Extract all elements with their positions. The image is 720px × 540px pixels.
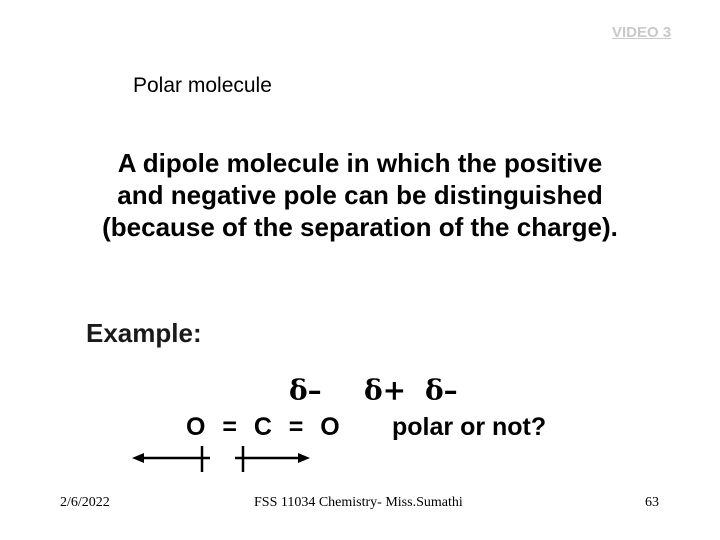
dipole-arrow-left-head <box>132 453 144 463</box>
slide-title: Polar molecule <box>133 74 272 97</box>
page-number: 63 <box>645 495 659 510</box>
footer-course: FSS 11034 Chemistry- Miss.Sumathi <box>254 495 463 510</box>
partial-charge-carbon: δ+ <box>364 374 407 407</box>
definition-line: A dipole molecule in which the positive <box>117 148 603 178</box>
video-link[interactable]: VIDEO 3 <box>612 24 672 41</box>
dipole-arrows-icon <box>130 440 320 480</box>
partial-charge-oxygen-left: δ– <box>289 374 322 407</box>
definition-line: (because of the separation of the charge). <box>102 212 618 242</box>
polarity-question: polar or not? <box>392 413 547 441</box>
dipole-arrow-right-head <box>298 453 310 463</box>
partial-charge-oxygen-right: δ– <box>425 374 458 407</box>
footer-date: 2/6/2022 <box>60 495 110 510</box>
definition-line: and negative pole can be distinguished <box>117 180 603 210</box>
example-label: Example: <box>86 318 202 348</box>
co2-formula: O = C = O <box>186 413 341 441</box>
definition-text <box>60 147 660 243</box>
